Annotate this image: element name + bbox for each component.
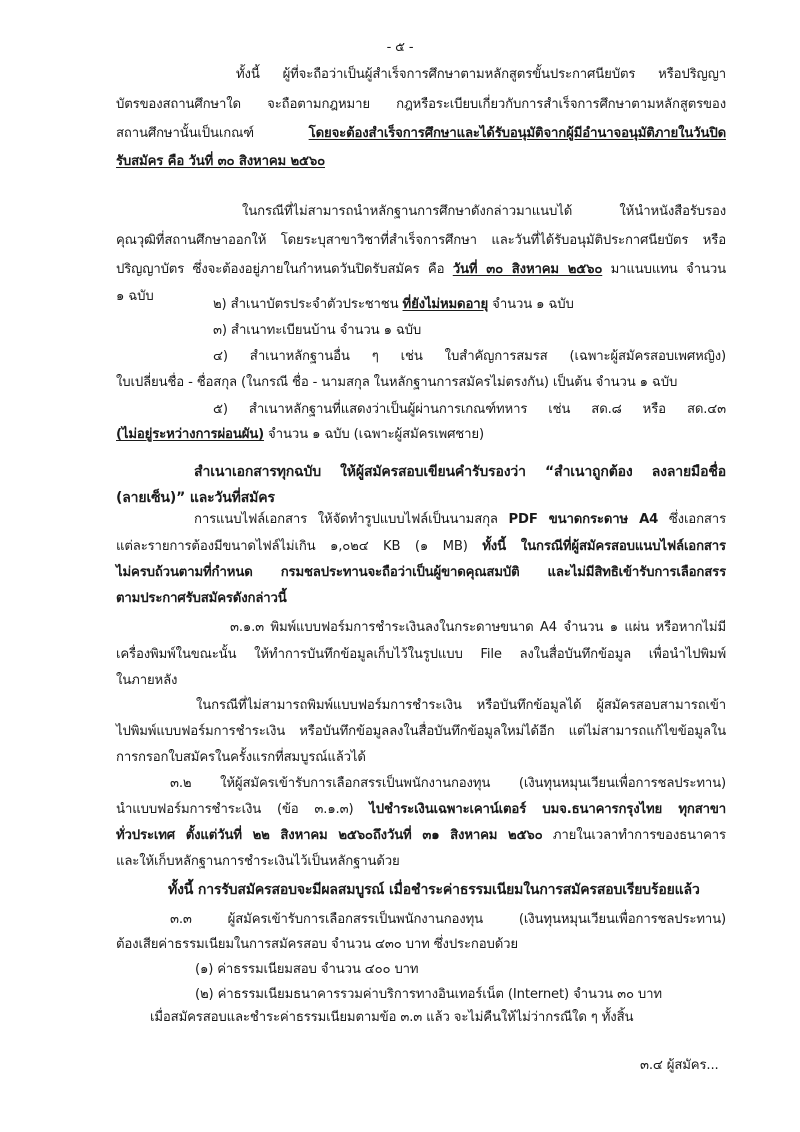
fees-line-2: ต้องเสียค่าธรรมเนียมในการสมัครสอบ จำนวน ๔๓๐ บาท ซึ่งประกอบด้วย <box>116 937 518 952</box>
payment-hours-text: ภายในเวลาทำการของธนาคาร <box>542 828 726 843</box>
document-item-2-tail: จำนวน ๑ ฉบับ <box>488 297 574 312</box>
payment-bank-emphasis: ไปชำระเงินเฉพาะเคาน์เตอร์ บมจ.ธนาคารกรุงไทย ทุกสาขา <box>369 802 727 817</box>
document-item-5-tail: จำนวน ๑ ฉบับ (เฉพาะผู้สมัครเพศชาย) <box>264 427 484 442</box>
print-form-line-3: ในภายหลัง <box>116 673 178 688</box>
file-attachment-tail: ซึ่งเอกสาร <box>658 512 726 527</box>
certificate-clause-tail: มาแนบแทน จำนวน <box>602 262 726 277</box>
certificate-clause-line-3 <box>116 260 726 280</box>
continuation-marker: ๓.๔ ผู้สมัคร... <box>640 1058 719 1073</box>
id-card-validity-emphasis: ที่ยังไม่หมดอายุ <box>402 297 489 312</box>
fee-item-bank: (๒) ค่าธรรมเนียมธนาคารรวมค่าบริการทางอินเทอร์เน็ต (Internet) จำนวน ๓๐ บาท <box>195 987 662 1002</box>
certify-notice-line-1: สำเนาเอกสารทุกฉบับ ให้ผู้สมัครสอบเขียนคำรับรองว่า “สำเนาถูกต้อง ลงลายมือชื่อ <box>194 464 726 480</box>
document-item-3: ๓) สำเนาทะเบียนบ้าน จำนวน ๑ ฉบับ <box>213 323 422 338</box>
military-deferment-emphasis: (ไม่อยู่ระหว่างการผ่อนผัน) <box>116 427 265 442</box>
completion-notice: ทั้งนี้ การรับสมัครสอบจะมีผลสมบูรณ์ เมื่อชำระค่าธรรมเนียมในการสมัครสอบเรียบร้อยแล้ว <box>168 882 700 898</box>
file-attachment-line-2 <box>116 537 726 557</box>
document-item-4-line-2: ใบเปลี่ยนชื่อ - ชื่อสกุล (ในกรณี ชื่อ - นามสกุล ในหลักฐานการสมัครไม่ตรงกัน) เป็นต้น จำนวน ๑ ฉบับ <box>116 375 678 390</box>
certificate-clause-line-1: ในกรณีที่ไม่สามารถนำหลักฐานการศึกษาดังกล่าวมาแนบได้ ให้นำหนังสือรับรอง <box>242 204 726 219</box>
certificate-clause-text: ปริญญาบัตร ซึ่งจะต้องอยู่ภายในกำหนดวันปิดรับสมัคร คือ <box>116 262 453 277</box>
payment-line-3 <box>116 826 726 846</box>
page-number: - ๕ - <box>386 40 414 55</box>
graduation-clause-line-3 <box>116 124 726 144</box>
document-item-2-text: ๒) สำเนาบัตรประจำตัวประชาชน <box>213 297 403 312</box>
file-size-limit-text: แต่ละรายการต้องมีขนาดไฟล์ไม่เกิน ๑,๐๒๔ KB (๑ MB) <box>116 539 483 554</box>
payment-line-4: และให้เก็บหลักฐานการชำระเงินไว้เป็นหลักฐานด้วย <box>116 854 400 869</box>
document-item-4-line-1: ๔) สำเนาหลักฐานอื่น ๆ เช่น ใบสำคัญการสมรส (เฉพาะผู้สมัครสอบเพศหญิง) <box>213 349 726 364</box>
payment-form-text: นำแบบฟอร์มการชำระเงิน (ข้อ ๓.๑.๓) <box>116 802 370 817</box>
graduation-clause-text: สถานศึกษานั้นเป็นเกณฑ์ <box>116 126 309 141</box>
print-fallback-line-3: การกรอกใบสมัครในครั้งแรกที่สมบูรณ์แล้วได้ <box>116 750 366 765</box>
file-attachment-text: การแนบไฟล์เอกสาร ให้จัดทำรูปแบบไฟล์เป็นนามสกุล <box>194 512 509 527</box>
certificate-clause-line-2: คุณวุฒิที่สถานศึกษาออกให้ โดยระบุสาขาวิชาที่สำเร็จการศึกษา และวันที่ได้รับอนุมัติประกาศนียบัตร หรือ <box>116 233 726 248</box>
graduation-clause-line-1: ทั้งนี้ ผู้ที่จะถือว่าเป็นผู้สำเร็จการศึกษาตามหลักสูตรขั้นประกาศนียบัตร หรือปริญญา <box>236 67 726 82</box>
file-format-emphasis: PDF ขนาดกระดาษ A4 <box>508 512 659 527</box>
payment-line-2 <box>116 800 726 820</box>
fees-non-refundable: เมื่อสมัครสอบและชำระค่าธรรมเนียมตามข้อ ๓.๓ แล้ว จะไม่คืนให้ไม่ว่ากรณีใด ๆ ทั้งสิ้น <box>150 1010 634 1025</box>
certificate-deadline-date: วันที่ ๓๐ สิงหาคม ๒๕๖๐ <box>452 262 603 277</box>
fees-line-1: ๓.๓ ผู้สมัครเข้ารับการเลือกสรรเป็นพนักงานกองทุน (เงินทุนหมุนเวียนเพื่อการชลประทาน) <box>170 912 726 927</box>
file-attachment-line-4: ตามประกาศรับสมัครดังกล่าวนี้ <box>116 591 287 606</box>
file-attachment-line-1 <box>194 510 726 530</box>
file-attachment-warning: ทั้งนี้ ในกรณีที่ผู้สมัครสอบแนบไฟล์เอกสาร <box>482 539 726 554</box>
payment-period-emphasis: ทั่วประเทศ ตั้งแต่วันที่ ๒๒ สิงหาคม ๒๕๖๐ถึงวันที่ ๓๑ สิงหาคม ๒๕๖๐ <box>116 828 543 843</box>
fee-item-exam: (๑) ค่าธรรมเนียมสอบ จำนวน ๔๐๐ บาท <box>195 962 419 977</box>
document-item-5-line-1: ๕) สำเนาหลักฐานที่แสดงว่าเป็นผู้ผ่านการเกณฑ์ทหาร เช่น สด.๘ หรือ สด.๔๓ <box>213 402 726 417</box>
file-attachment-line-3: ไม่ครบถ้วนตามที่กำหนด กรมชลประทานจะถือว่าเป็นผู้ขาดคุณสมบัติ และไม่มีสิทธิเข้ารับการเลือกสรร <box>116 565 726 580</box>
print-form-line-2: เครื่องพิมพ์ในขณะนั้น ให้ทำการบันทึกข้อมูลเก็บไว้ในรูปแบบ File ลงในสื่อบันทึกข้อมูล เพื่อนำไปพิมพ์ <box>116 647 726 662</box>
graduation-deadline-emphasis: โดยจะต้องสำเร็จการศึกษาและได้รับอนุมัติจากผู้มีอำนาจอนุมัติภายในวันปิด <box>308 126 726 141</box>
certificate-clause-line-4: ๑ ฉบับ <box>116 289 154 304</box>
document-item-5-line-2 <box>116 425 484 445</box>
graduation-clause-line-2: บัตรของสถานศึกษาใด จะถือตามกฎหมาย กฎหรือระเบียบเกี่ยวกับการสำเร็จการศึกษาตามหลักสูตรของ <box>116 97 726 112</box>
print-fallback-line-1: ในกรณีที่ไม่สามารถพิมพ์แบบฟอร์มการชำระเงิน หรือบันทึกข้อมูลได้ ผู้สมัครสอบสามารถเข้า <box>196 698 726 713</box>
document-item-2 <box>213 295 574 315</box>
print-fallback-line-2: ไปพิมพ์แบบฟอร์มการชำระเงิน หรือบันทึกข้อมูลลงในสื่อบันทึกข้อมูลใหม่ได้อีก แต่ไม่สามารถแก้ไขข้อมูลใน <box>116 724 726 739</box>
certify-notice-line-2: (ลายเซ็น)” และวันที่สมัคร <box>116 490 275 506</box>
graduation-deadline-date: รับสมัคร คือ วันที่ ๓๐ สิงหาคม ๒๕๖๐ <box>116 154 325 169</box>
print-form-line-1: ๓.๑.๓ พิมพ์แบบฟอร์มการชำระเงินลงในกระดาษขนาด A4 จำนวน ๑ แผ่น หรือหากไม่มี <box>230 620 726 635</box>
payment-line-1: ๓.๒ ให้ผู้สมัครเข้ารับการเลือกสรรเป็นพนักงานกองทุน (เงินทุนหมุนเวียนเพื่อการชลประทาน) <box>170 776 726 791</box>
